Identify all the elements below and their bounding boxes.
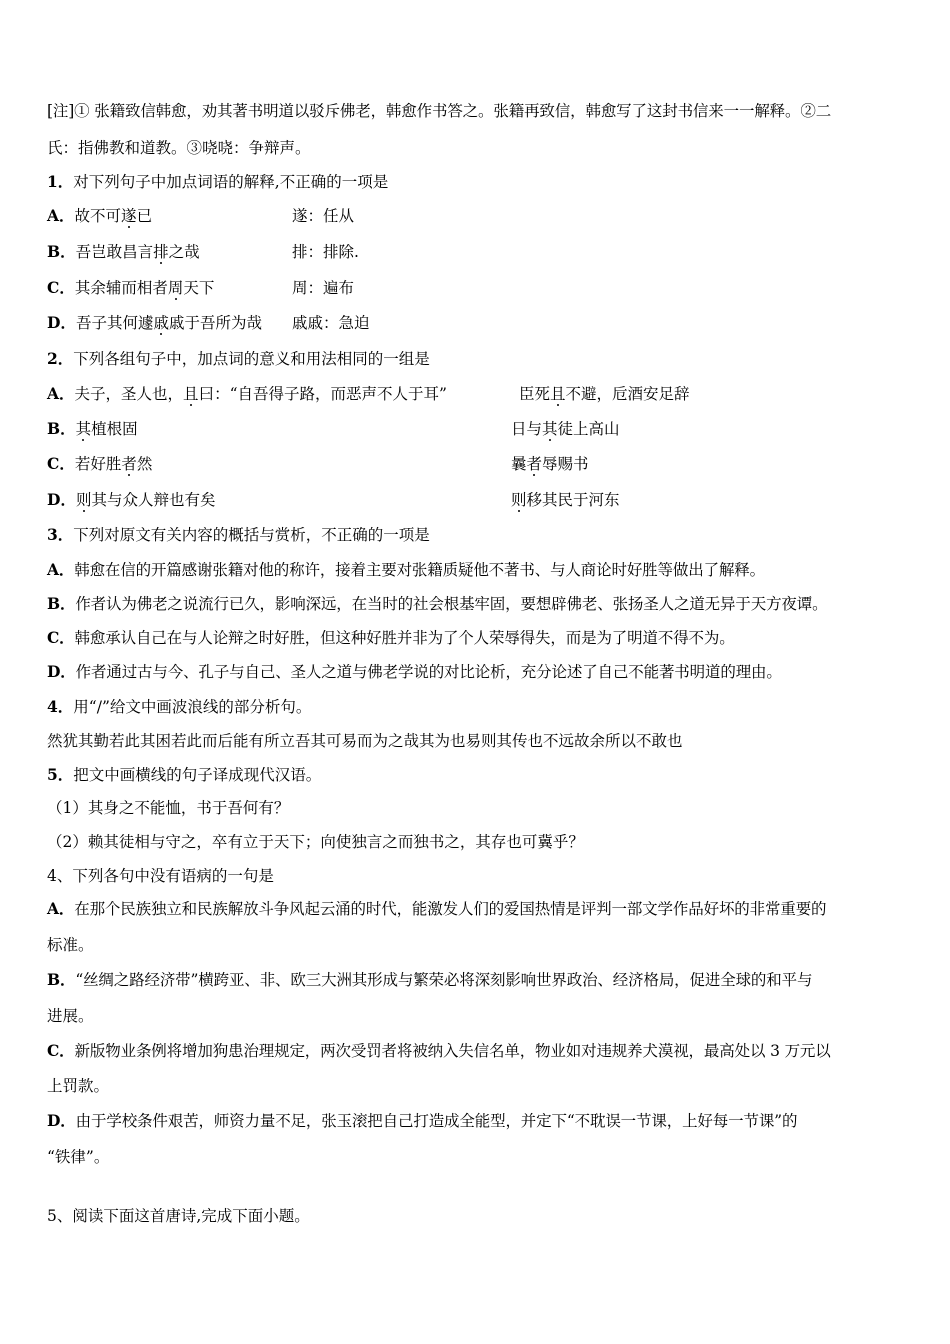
- question-2-stem: [47, 349, 430, 369]
- question-1-option-a: [47, 206, 152, 226]
- question-number: 4．: [47, 697, 74, 716]
- question-3-option-d: [47, 662, 782, 682]
- dotted-word: 遂: [121, 207, 137, 225]
- dotted-word: 其: [75, 420, 92, 438]
- note-line-2: 氏：指佛教和道教。③哓哓：争辩声。: [47, 139, 311, 157]
- option-text: 天下: [183, 279, 215, 297]
- option-text: 夫子，圣人也，: [74, 385, 184, 403]
- question-text: 把文中画横线的句子译成现代汉语。: [73, 766, 322, 784]
- option-text: 作者通过古与今、孔子与自己、圣人之道与佛老学说的对比论析，充分论述了自己不能著书明道的理由。: [75, 663, 782, 681]
- option-text: 吾子其何: [75, 314, 138, 332]
- section-4-option-a-line-2: 标准。: [47, 936, 94, 954]
- option-text: 在那个民族独立和民族解放斗争风起云涌的时代，能激发人们的爱国热情是评判一部文学作品好坏的非常重要的: [74, 900, 827, 918]
- option-text: 若好胜: [74, 455, 122, 473]
- question-2-option-c: [47, 454, 152, 474]
- option-label: C．: [47, 278, 75, 297]
- question-2-option-c-second: [511, 454, 589, 474]
- section-4-option-c-line-1: [47, 1041, 831, 1061]
- question-2-option-d-second: [511, 490, 620, 510]
- option-label: B．: [47, 970, 76, 989]
- option-text: 作者认为佛老之说流行已久，影响深远，在当时的社会根基牢固，要想辟佛老、张扬圣人之道无异于天方夜谭。: [75, 595, 828, 613]
- question-5-item-2: （2）赖其徒相与守之，卒有立于天下；向使独言之而独书之，其存也可冀乎？: [47, 833, 584, 851]
- question-1-stem: [47, 172, 388, 192]
- dotted-word: 者: [121, 455, 137, 473]
- option-text: 曰：“自吾得子路，而恶声不人于耳”: [198, 385, 447, 403]
- option-label: D．: [47, 313, 76, 332]
- section-4-option-c-line-2: 上罚款。: [47, 1077, 110, 1095]
- option-text: 徒上高山: [557, 420, 620, 438]
- option-text: 韩愈承认自己在与人论辩之时好胜，但这种好胜并非为了个人荣辱得失，而是为了明道不得不为。: [74, 629, 735, 647]
- section-4-option-d-line-1: [47, 1111, 797, 1131]
- dotted-word: 则: [75, 491, 92, 509]
- question-text: 对下列句子中加点词语的解释,不正确的一项是: [73, 173, 389, 191]
- dotted-word: 排: [153, 243, 169, 261]
- option-text: 之哉: [168, 243, 200, 261]
- question-5-item-1: （1）其身之不能恤，书于吾何有？: [47, 799, 290, 817]
- option-text: 韩愈在信的开篇感谢张籍对他的称许，接着主要对张籍质疑他不著书、与人商论时好胜等做出了解释。: [74, 561, 765, 579]
- dotted-word: 则: [511, 491, 527, 509]
- option-label: A．: [47, 384, 75, 403]
- question-2-option-b-second: [511, 419, 620, 439]
- section-4-option-a-line-1: [47, 899, 826, 919]
- question-1-option-c: [47, 278, 214, 298]
- option-text: 吾岂敢昌言: [75, 243, 154, 261]
- option-text: 移其民于河东: [526, 491, 620, 509]
- question-number: 2．: [47, 349, 74, 368]
- option-text: 新版物业条例将增加狗患治理规定，两次受罚者将被纳入失信名单，物业如对违规养犬漠视，最高处以 3 万元以: [74, 1042, 831, 1060]
- option-label: B．: [47, 242, 76, 261]
- question-1-option-b: [47, 242, 200, 262]
- option-label: A．: [47, 206, 75, 225]
- option-text: 于吾所为哉: [184, 314, 262, 332]
- option-text: 臣死: [519, 385, 551, 403]
- question-text: 下列各组句子中，加点词的意义和用法相同的一组是: [73, 350, 430, 368]
- option-text: 然: [136, 455, 153, 473]
- option-label: C．: [47, 1041, 75, 1060]
- option-text: “丝绸之路经济带”横跨亚、非、欧三大洲其形成与繁荣必将深刻影响世界政治、经济格局，促进全球的和平与: [75, 971, 813, 989]
- option-text: 其余辅而相者: [74, 279, 168, 297]
- dotted-word: 遽戚戚: [137, 314, 185, 332]
- option-label: D．: [47, 490, 76, 509]
- option-text: 日与: [511, 420, 543, 438]
- section-4-option-b-line-1: [47, 970, 812, 990]
- question-1-option-a-gloss: 遂：任从: [292, 207, 355, 225]
- question-1-option-d: [47, 313, 262, 333]
- dotted-word: 且: [550, 385, 566, 403]
- question-5-stem: [47, 765, 321, 785]
- option-label: A．: [47, 560, 75, 579]
- option-text: 不避，卮酒安足辞: [565, 385, 690, 403]
- dotted-word: 者: [526, 455, 543, 473]
- section-4-option-b-line-2: 进展。: [47, 1007, 94, 1025]
- question-4-passage: 然犹其勤若此其困若此而后能有所立吾其可易而为之哉其为也易则其传也不远故余所以不敢也: [47, 732, 683, 750]
- option-label: A．: [47, 899, 75, 918]
- option-label: C．: [47, 628, 75, 647]
- question-1-option-d-gloss: 戚戚：急迫: [292, 314, 370, 332]
- option-text: 故不可: [74, 207, 122, 225]
- option-label: D．: [47, 1111, 76, 1130]
- dotted-word: 且: [183, 385, 199, 403]
- option-text: 曩: [511, 455, 527, 473]
- note-line-1: [注]① 张籍致信韩愈，劝其著书明道以驳斥佛老，韩愈作书答之。张籍再致信，韩愈写了这封书信来一一解释。②二: [47, 102, 832, 120]
- question-2-option-d: [47, 490, 215, 510]
- question-number: 5．: [47, 765, 74, 784]
- option-label: D．: [47, 662, 76, 681]
- question-text: 下列对原文有关内容的概括与赏析，不正确的一项是: [73, 526, 430, 544]
- question-2-option-a-second: [519, 384, 690, 404]
- option-text: 由于学校条件艰苦，师资力量不足，张玉滚把自己打造成全能型，并定下“不耽误一节课，上好每一节课”的: [75, 1112, 798, 1130]
- question-3-option-c: [47, 628, 735, 648]
- question-1-option-c-gloss: 周：遍布: [292, 279, 355, 297]
- option-label: C．: [47, 454, 75, 473]
- section-4-option-d-line-2: “铁律”。: [47, 1148, 110, 1166]
- question-1-option-b-gloss: 排：排除.: [292, 243, 359, 261]
- option-text: 其与众人辩也有矣: [91, 491, 216, 509]
- question-2-option-b: [47, 419, 138, 439]
- dotted-word: 其: [542, 420, 558, 438]
- section-4-stem: 4、下列各句中没有语病的一句是: [47, 867, 274, 885]
- option-label: B．: [47, 419, 76, 438]
- question-text: 用“/”给文中画波浪线的部分析句。: [73, 698, 312, 716]
- question-3-option-a: [47, 560, 765, 580]
- question-number: 1．: [47, 172, 74, 191]
- question-number: 3．: [47, 525, 74, 544]
- question-3-stem: [47, 525, 430, 545]
- option-text: 已: [136, 207, 153, 225]
- dotted-word: 周: [167, 279, 184, 297]
- question-3-option-b: [47, 594, 827, 614]
- question-2-option-a: [47, 384, 447, 404]
- option-text: 植根固: [91, 420, 138, 438]
- option-label: B．: [47, 594, 76, 613]
- question-4-stem: [47, 697, 311, 717]
- option-text: 辱赐书: [542, 455, 589, 473]
- section-5-stem: 5、阅读下面这首唐诗,完成下面小题。: [47, 1207, 310, 1225]
